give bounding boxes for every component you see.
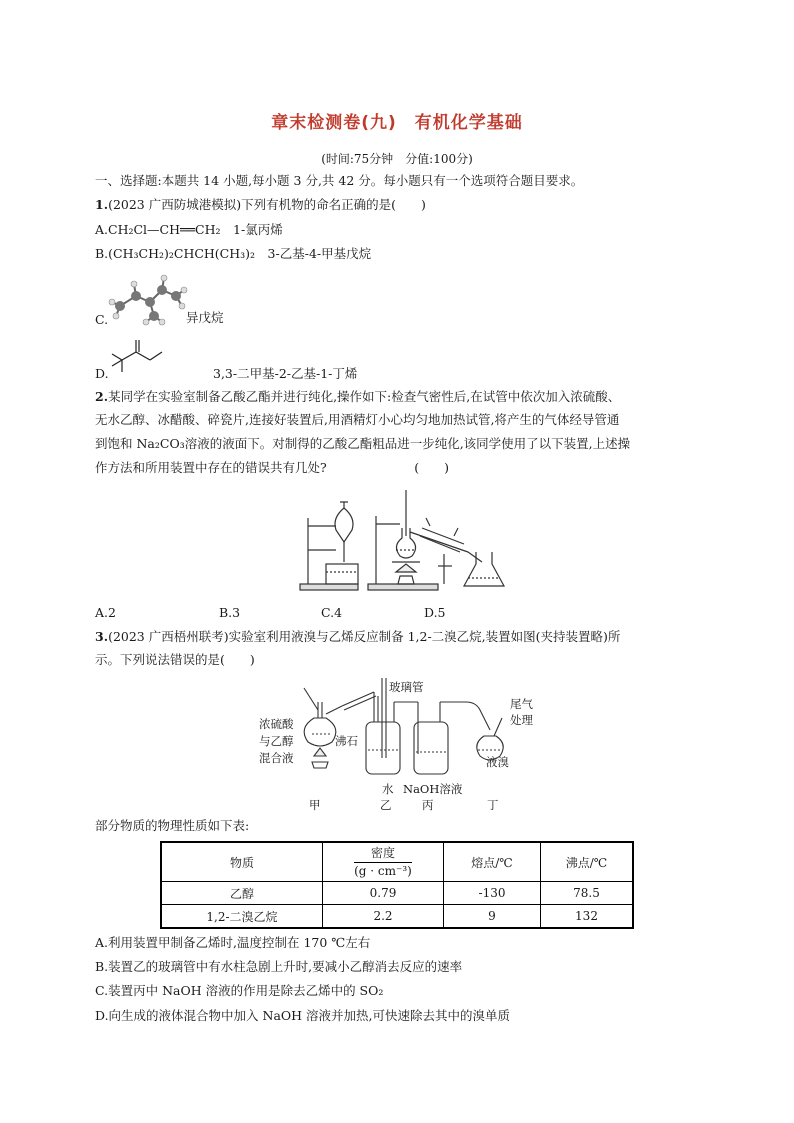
q2-text-line: 作方法和所用装置中存在的错误共有几处? ( ) [95, 460, 449, 475]
q2-option-d: D.5 [424, 605, 446, 620]
table-intro: 部分物质的物理性质如下表: [95, 818, 250, 833]
ball-stick-model [106, 272, 188, 328]
q1-option-a: A.CH₂Cl—CH══CH₂ 1-氯丙烯 [95, 222, 283, 237]
density-label: 密度 [354, 846, 412, 863]
q2-option-b: B.3 [219, 605, 241, 620]
label-water: 水 [382, 782, 394, 796]
question-3 [95, 629, 620, 645]
q3-option-c: C.装置丙中 NaOH 溶液的作用是除去乙烯中的 SO₂ [95, 983, 384, 998]
cell-boiling-point: 132 [541, 905, 634, 929]
q1-option-b: B.(CH₃CH₂)₂CHCH(CH₃)₂ 3-乙基-4-甲基戊烷 [95, 246, 372, 261]
exam-info: (时间:75分钟 分值:100分) [321, 152, 473, 166]
density-fraction [354, 846, 412, 879]
label-naoh-solution: NaOH溶液 [403, 782, 463, 796]
label-mixture: 混合液 [259, 751, 294, 765]
q3-option-b: B.装置乙的玻璃管中有水柱急剧上升时,要减小乙醇消去反应的速率 [95, 959, 463, 974]
header-boiling-point: 沸点/℃ [541, 842, 634, 882]
header-density [323, 842, 444, 882]
label-tail-gas: 尾气 [510, 697, 533, 711]
q2-option-a: A.2 [95, 605, 116, 620]
q1-option-c-name: 异戊烷 [186, 310, 224, 325]
question-text: 某同学在实验室制备乙酸乙酯并进行纯化,操作如下:检查气密性后,在试管中依次加入浓硫酸、 [108, 389, 621, 404]
q2-option-c: C.4 [321, 605, 343, 620]
header-melting-point: 熔点/℃ [444, 842, 541, 882]
cell-melting-point: 9 [444, 905, 541, 929]
q2-text-line: 无水乙醇、冰醋酸、碎瓷片,连接好装置后,用酒精灯小心均匀地加热试管,将产生的气体经导管通 [95, 412, 620, 427]
label-glass-tube: 玻璃管 [389, 680, 424, 694]
table-row [161, 882, 633, 905]
q3-text-line: 示。下列说法错误的是( ) [95, 652, 255, 667]
cell-density: 0.79 [323, 882, 444, 905]
label-treatment: 处理 [510, 713, 533, 727]
question-2 [95, 389, 620, 405]
question-number: 1. [95, 197, 109, 212]
label-boiling-stone: 沸石 [335, 734, 358, 748]
label-liquid-bromine: 液溴 [486, 755, 509, 769]
skeletal-formula [108, 338, 168, 378]
question-1 [95, 197, 426, 213]
question-text: (2023 广西梧州联考)实验室利用液溴与乙烯反应制备 1,2-二溴乙烷,装置如图(夹持装置略)所 [108, 629, 621, 644]
page-title: 章末检测卷(九) 有机化学基础 [271, 113, 523, 133]
cell-density: 2.2 [323, 905, 444, 929]
label-jia: 甲 [309, 798, 321, 812]
cell-substance: 1,2-二溴乙烷 [161, 905, 323, 929]
question-number: 2. [95, 389, 109, 404]
label-bing: 丙 [422, 798, 434, 812]
label-ding: 丁 [487, 798, 499, 812]
q2-text-line: 到饱和 Na₂CO₃溶液的液面下。对制得的乙酸乙酯粗品进一步纯化,该同学使用了以下装置,上述操 [95, 436, 631, 451]
question-stem: (2023 广西防城港模拟)下列有机物的命名正确的是( ) [108, 197, 426, 212]
q1-option-d-name: 3,3-二甲基-2-乙基-1-丁烯 [213, 366, 358, 381]
label-conc-acid: 浓硫酸 [259, 717, 294, 731]
density-unit: (g · cm⁻³) [354, 863, 412, 878]
cell-boiling-point: 78.5 [541, 882, 634, 905]
q3-option-d: D.向生成的液体混合物中加入 NaOH 溶液并加热,可快速除去其中的溴单质 [95, 1008, 511, 1023]
section-heading: 一、选择题:本题共 14 小题,每小题 3 分,共 42 分。每小题只有一个选项符合题目要求。 [95, 173, 584, 188]
q1-option-c-letter: C. [95, 312, 109, 327]
question-number: 3. [95, 629, 109, 644]
label-with-ethanol: 与乙醇 [259, 734, 294, 748]
q1-option-d-letter: D. [95, 366, 109, 381]
purification-apparatus-diagram [296, 488, 518, 594]
cell-melting-point: -130 [444, 882, 541, 905]
properties-table [160, 841, 634, 929]
q3-option-a: A.利用装置甲制备乙烯时,温度控制在 170 ℃左右 [95, 935, 371, 950]
table-row [161, 905, 633, 929]
table-header-row [161, 842, 633, 882]
label-yi: 乙 [380, 798, 392, 812]
cell-substance: 乙醇 [161, 882, 323, 905]
header-substance: 物质 [161, 842, 323, 882]
